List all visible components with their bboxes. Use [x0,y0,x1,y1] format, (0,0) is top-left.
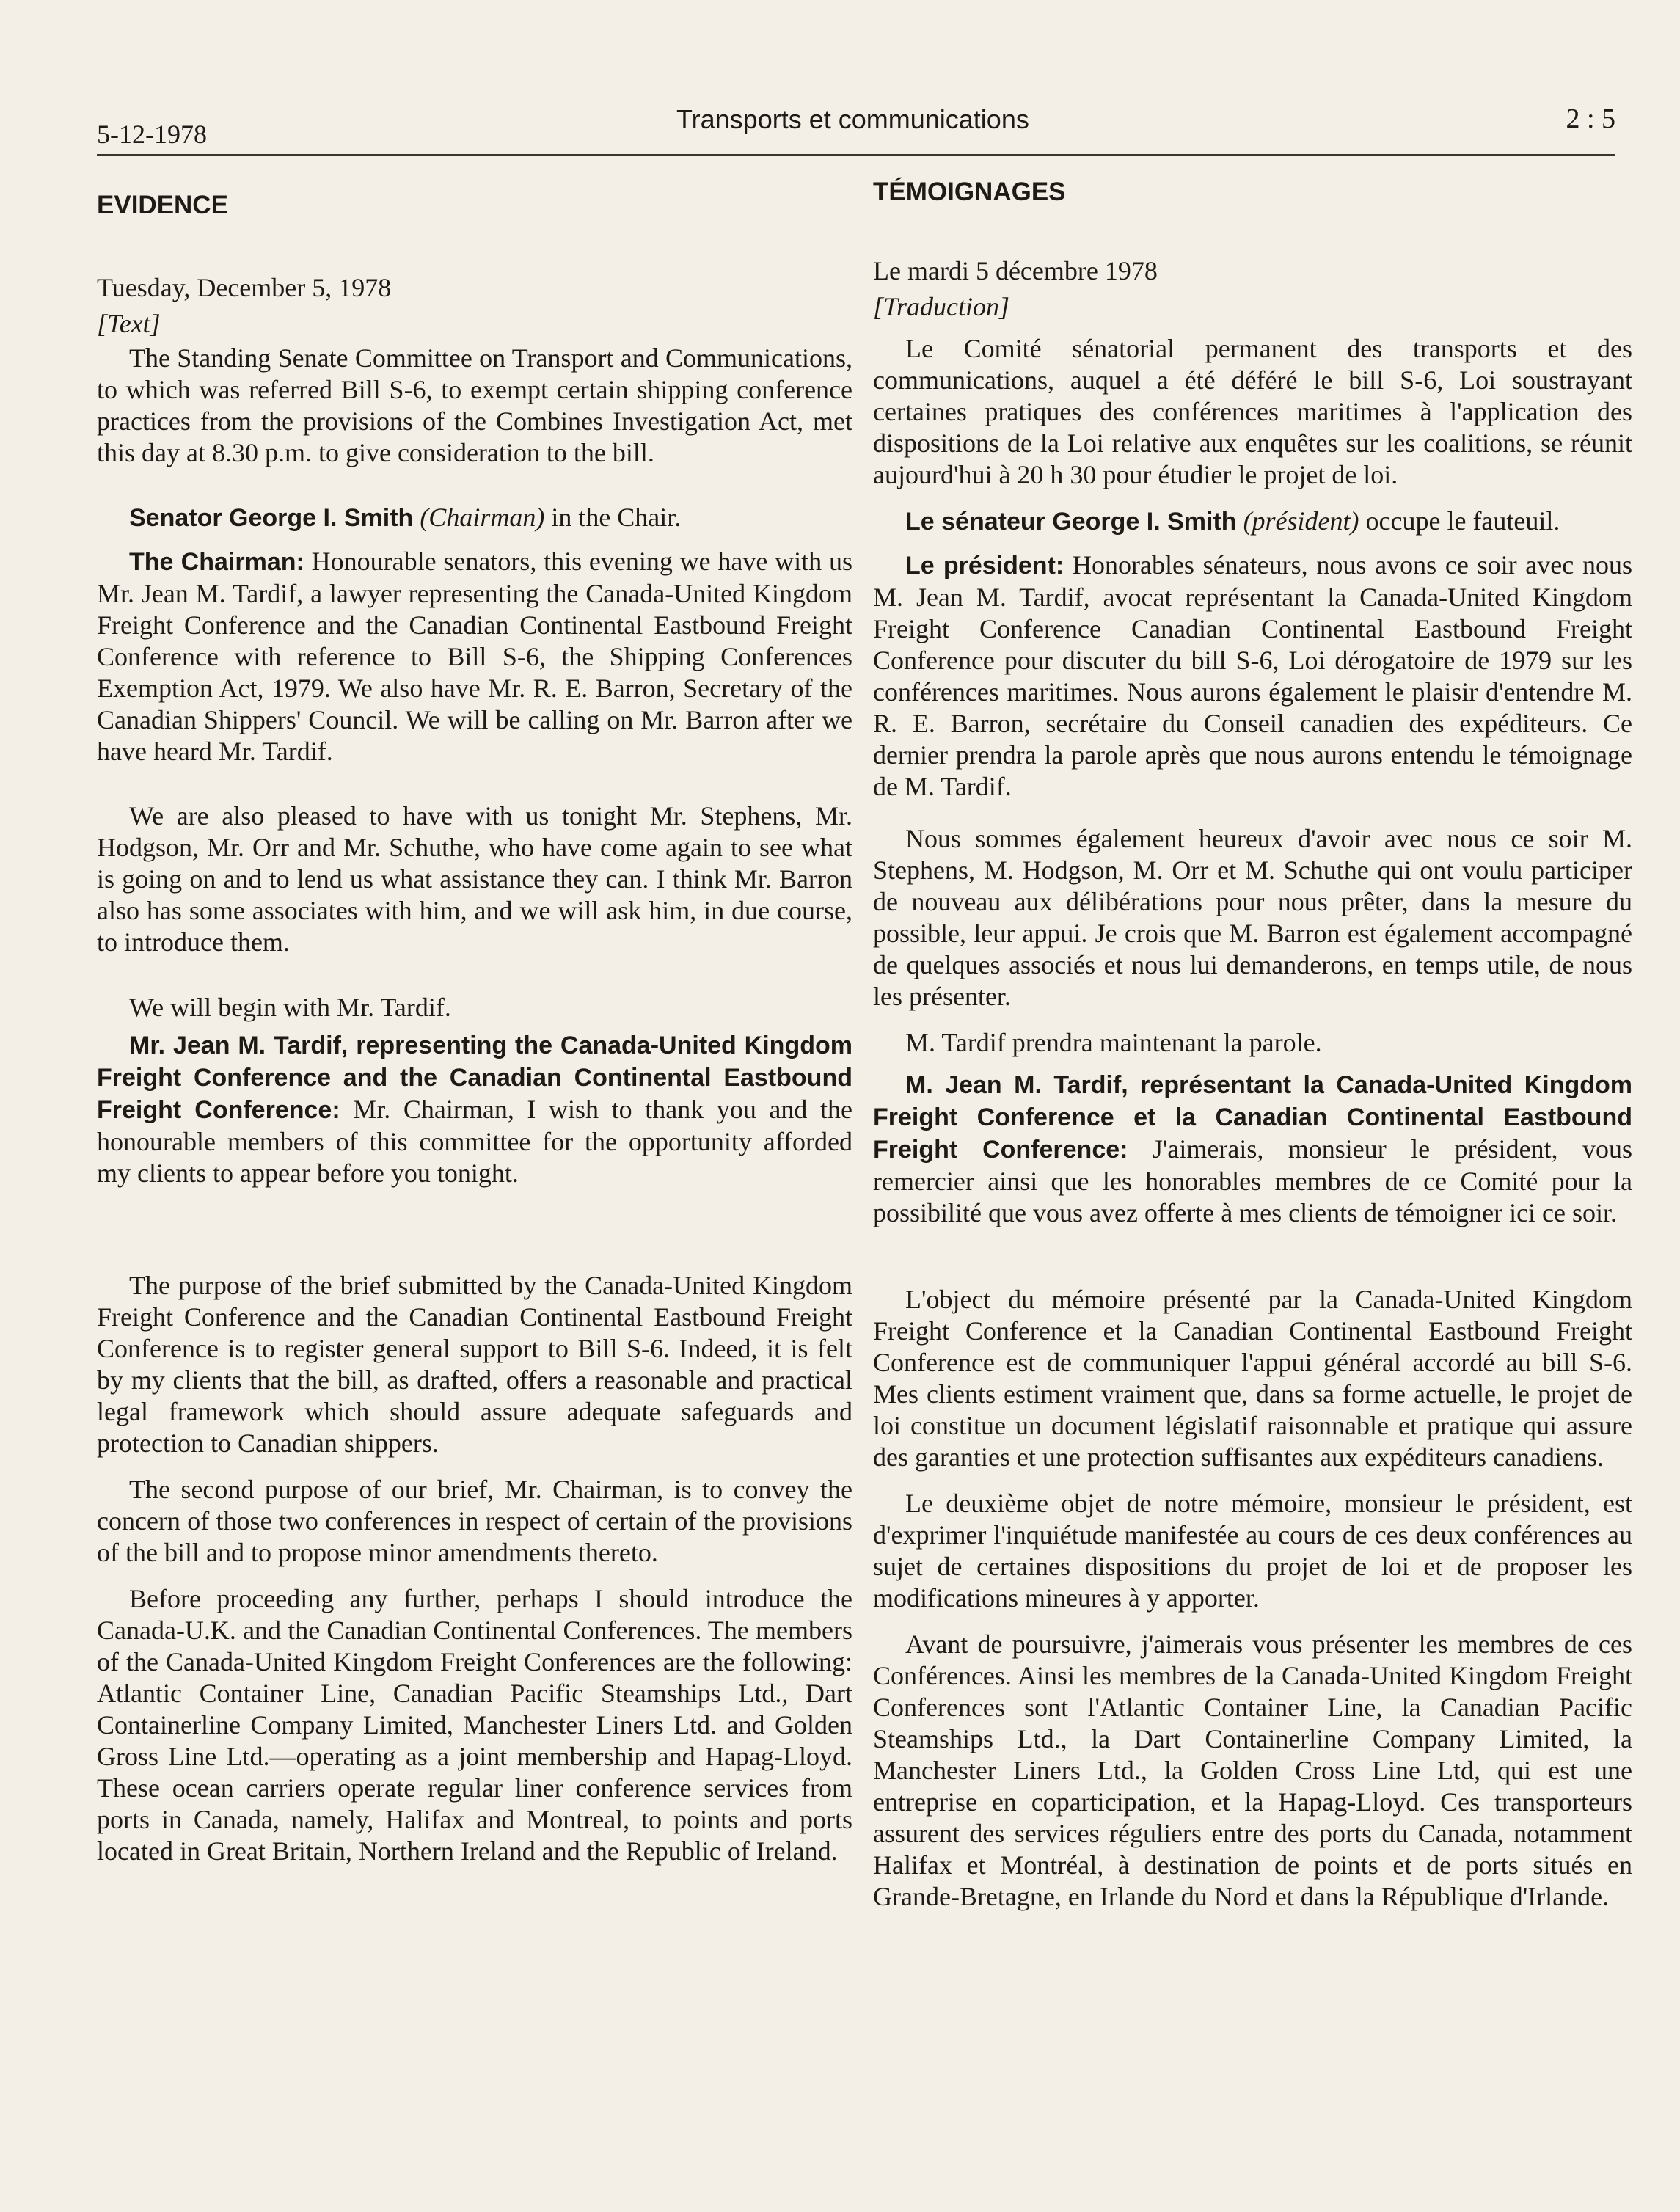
french-column [873,176,1632,1913]
speech-text: Mr. Chairman, I wish to thank you and the honourable members of this committee for the opportunity afforded my clients to appear before you tonight. [97,1095,852,1188]
chair-rest: in the Chair. [544,503,682,532]
chair-role: (Chairman) [420,503,545,532]
paragraph-tardif [873,1069,1632,1229]
speaker-label: M. Jean M. Tardif, représentant la Canada-United Kingdom Freight Conference et la Canadian Continental Eastbound Freight Conference: [873,1071,1632,1164]
speaker-label: Mr. Jean M. Tardif, representing the Canada-United Kingdom Freight Conference and the Canadian Continental Eastbound Freight Conference: [97,1032,852,1124]
paragraph-members: Avant de poursuivre, j'aimerais vous présenter les membres de ces Conférences. Ainsi les membres de la Canada-United Kingdom Freight Conferences sont l'Atlantic Container Line, la Canadian Pacific Steamships Ltd., la Dart Containerline Company Limited, la Manchester Liners Ltd., la Golden Cross Line Ltd, qui est une entreprise en coparticipation, et la Hapag-Lloyd. Ces transporteurs assurent des services réguliers entre des ports du Canada, notamment Halifax et Montréal, à destination de points et de ports situés en Grande-Bretagne, en Irlande du Nord et dans la République d'Irlande. [873,1629,1632,1911]
page-number: 2 : 5 [1566,103,1615,134]
section-heading: TÉMOIGNAGES [873,178,1066,206]
header-title: Transports et communications [676,104,1029,134]
chair-name: Le sénateur George I. Smith [905,508,1237,536]
header-date: 5-12-1978 [97,120,207,149]
speaker-label: The Chairman: [129,548,304,576]
paragraph-second-purpose: The second purpose of our brief, Mr. Chairman, is to convey the concern of those two conferences in respect of certain of the provisions of the bill and to propose minor amendments thereto. [97,1475,852,1567]
text-tag: [Text] [97,309,161,338]
paragraph-guests: We are also pleased to have with us tonight Mr. Stephens, Mr. Hodgson, Mr. Orr and Mr. Schuthe, who have come again to see what is going on and to lend us what assistance they can. I think Mr. Barron also has some associates with him, and we will ask him, in due course, to introduce them. [97,801,852,957]
paragraph-guests: Nous sommes également heureux d'avoir avec nous ce soir M. Stephens, M. Hodgson, M. Orr et M. Schuthe qui ont voulu participer de nouveau aux délibérations pour nous prêter, dans la mesure du possible, leur appui. Je crois que M. Barron est également accompagné de quelques associés et nous lui demanderons, en temps utile, de nous les présenter. [873,824,1632,1011]
speech-text: J'aimerais, monsieur le président, vous remercier ainsi que les honorables membres de ce Comité pour la possibilité que vous avez offerte à mes clients de témoigner ici ce soir. [873,1134,1632,1227]
paragraph-tardif [97,1029,852,1189]
text-tag: [Traduction] [873,292,1010,321]
meeting-date: Le mardi 5 décembre 1978 [873,256,1158,285]
paragraph-second-purpose: Le deuxième objet de notre mémoire, monsieur le président, est d'exprimer l'inquiétude manifestée au cours de ces deux conférences au sujet de certaines dispositions du projet de loi et de proposer les modifications mineures à y apporter. [873,1489,1632,1613]
chair-line [97,502,852,534]
speech-text: Honourable senators, this evening we have with us Mr. Jean M. Tardif, a lawyer representing the Canada-United Kingdom Freight Conference and the Canadian Continental Eastbound Freight Conference with reference to Bill S-6, the Shipping Conferences Exemption Act, 1979. We also have Mr. R. E. Barron, Secretary of the Canadian Shippers' Council. We will be calling on Mr. Barron after we have heard Mr. Tardif. [97,547,852,766]
paragraph-begin: M. Tardif prendra maintenant la parole. [905,1028,1322,1057]
paragraph-opening: Le Comité sénatorial permanent des transports et des communications, auquel a été déféré le bill S-6, Loi soustrayant certaines pratiques des conférences maritimes à l'application des dispositions de la Loi relative aux enquêtes sur les coalitions, se réunit aujourd'hui à 20 h 30 pour étudier le projet de loi. [873,334,1632,489]
chair-line [873,505,1632,538]
speech-text: Honorables sénateurs, nous avons ce soir avec nous M. Jean M. Tardif, avocat représentant la Canada-United Kingdom Freight Conference Canadian Continental Eastbound Freight Conference pour discuter du bill S-6, Loi dérogatoire de 1979 sur les conférences maritimes. Nous aurons également le plaisir d'entendre M. R. E. Barron, secrétaire du Conseil canadien des expéditeurs. Ce dernier prendra la parole après que nous aurons entendu le témoignage de M. Tardif. [873,550,1632,801]
paragraph-members: Before proceeding any further, perhaps I should introduce the Canada-U.K. and the Canadian Continental Conferences. The members of the Canada-United Kingdom Freight Conferences are the following: Atlantic Container Line, Canadian Pacific Steamships Ltd., Dart Containerline Company Limited, Manchester Liners Ltd. and Golden Gross Line Ltd.—operating as a joint membership and Hapag-Lloyd. These ocean carriers operate regular liner conference services from ports in Canada, namely, Halifax and Montreal, to points and ports located in Great Britain, Northern Ireland and the Republic of Ireland. [97,1584,852,1866]
speaker-label: Le président: [905,552,1064,580]
paragraph-chairman [873,550,1632,803]
meeting-date: Tuesday, December 5, 1978 [97,273,392,302]
chair-role: (président) [1243,506,1359,536]
paragraph-purpose: The purpose of the brief submitted by the Canada-United Kingdom Freight Conference and the Canadian Continental Eastbound Freight Conference is to register general support to Bill S-6. Indeed, it is felt by my clients that the bill, as drafted, offers a reasonable and practical legal framework which should assure adequate safeguards and protection to Canadian shippers. [97,1271,852,1458]
english-column [97,176,852,1867]
paragraph-purpose: L'object du mémoire présenté par la Canada-United Kingdom Freight Conference et la Canadian Continental Eastbound Freight Conference est de communiquer l'appui général accordé au bill S-6. Mes clients estiment vraiment que, dans sa forme actuelle, le projet de loi constitue un document législatif raisonnable et pratique qui assure des garanties et une protection suffisantes aux expéditeurs canadiens. [873,1285,1632,1472]
chair-rest: occupe le fauteuil. [1359,506,1560,536]
paragraph-begin: We will begin with Mr. Tardif. [129,993,451,1022]
page-header [97,103,1615,156]
paragraph-opening: The Standing Senate Committee on Transport and Communications, to which was referred Bill S-6, to exempt certain shipping conference practices from the provisions of the Combines Investigation Act, met this day at 8.30 p.m. to give consideration to the bill. [97,343,852,467]
section-heading: EVIDENCE [97,191,228,219]
paragraph-chairman [97,546,852,767]
chair-name: Senator George I. Smith [129,504,414,532]
